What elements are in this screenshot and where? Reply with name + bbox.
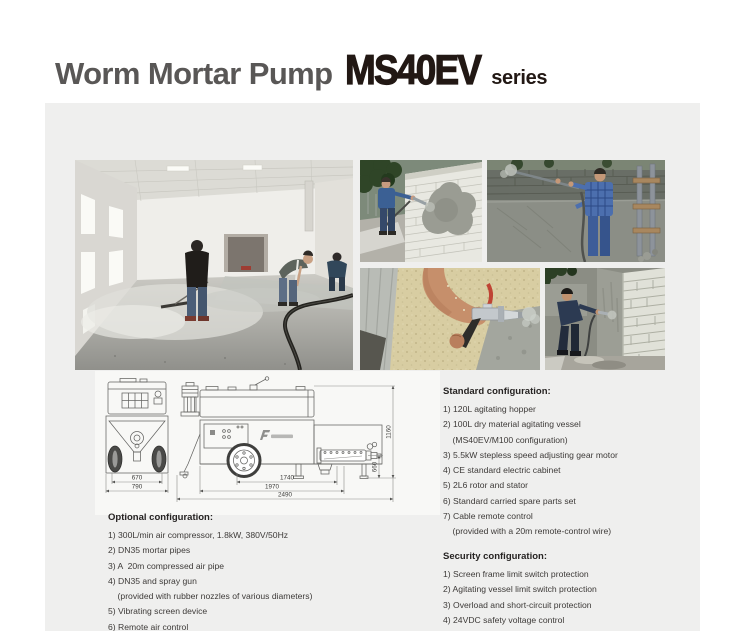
list-item: 1) Screen frame limit switch protection (443, 569, 589, 579)
list-item: 5) 2L6 rotor and stator (443, 480, 529, 491)
list-item: 3) A 20m compressed air pipe (108, 560, 225, 571)
photo-floor-screeding (75, 160, 353, 370)
dim-side-body: 1970 (264, 483, 280, 491)
dim-side-pump: 1740 (279, 474, 295, 482)
list-item: 2) Agitating vessel limit switch protection (443, 584, 597, 595)
corner-spraying-illustration (545, 268, 665, 370)
product-name: Worm Mortar Pump (55, 56, 333, 91)
list-item: 6) Standard carried spare parts set (443, 495, 576, 506)
list-item: 4) 24VDC safety voltage control (443, 614, 565, 625)
standard-configuration-section (443, 386, 618, 540)
list-item: 6) Remote air control (108, 621, 189, 631)
optional-configuration-section (108, 512, 312, 631)
list-item-continuation: (provided with rubber nozzles of various diameters) (108, 591, 313, 602)
series-label: series (491, 67, 548, 89)
dim-height-outlet: 660 (371, 461, 379, 473)
blockwall-spraying-illustration (487, 160, 665, 262)
photo-spray-gun-closeup (360, 268, 540, 370)
floor-screeding-illustration (75, 160, 353, 370)
spray-gun-closeup-illustration (360, 268, 540, 370)
wall-spraying-illustration (360, 160, 482, 262)
list-item: 4) CE standard electric cabinet (443, 465, 561, 476)
dim-side-total: 2490 (277, 491, 293, 499)
security-configuration-heading: Security configuration: (443, 551, 547, 562)
list-item: 2) 100L dry material agitating vessel (443, 419, 581, 430)
security-configuration-section (443, 551, 597, 628)
photo-corner-spraying (545, 268, 665, 370)
dim-front-inner: 670 (131, 474, 143, 482)
dim-front-outer: 790 (131, 483, 143, 491)
optional-configuration-heading: Optional configuration: (108, 512, 214, 523)
page-title (55, 46, 547, 94)
photo-wall-spraying (360, 160, 482, 262)
list-item-continuation: (provided with a 20m remote-control wire) (443, 526, 612, 537)
list-item: 5) Vibrating screen device (108, 606, 208, 617)
list-item-continuation: (MS40EV/M100 configuration) (443, 434, 568, 445)
list-item: 3) Overload and short-circuit protection (443, 599, 592, 610)
photo-blockwall-spraying (487, 160, 665, 262)
list-item: 1) 300L/min air compressor, 1.8kW, 380V/50Hz (108, 530, 289, 540)
list-item: 4) DN35 and spray gun (108, 575, 197, 586)
dim-height-total: 1160 (385, 425, 393, 439)
list-item: 3) 5.5kW stepless speed adjusting gear motor (443, 449, 618, 460)
front-view (106, 379, 168, 494)
standard-configuration-heading: Standard configuration: (443, 386, 551, 397)
side-view (177, 377, 396, 502)
model-name: MS40EV (345, 46, 481, 93)
machine-dimension-drawing (100, 376, 405, 508)
list-item: 1) 120L agitating hopper (443, 404, 536, 414)
list-item: 2) DN35 mortar pipes (108, 545, 191, 556)
list-item: 7) Cable remote control (443, 511, 533, 522)
brand-logo-mark (260, 430, 293, 440)
